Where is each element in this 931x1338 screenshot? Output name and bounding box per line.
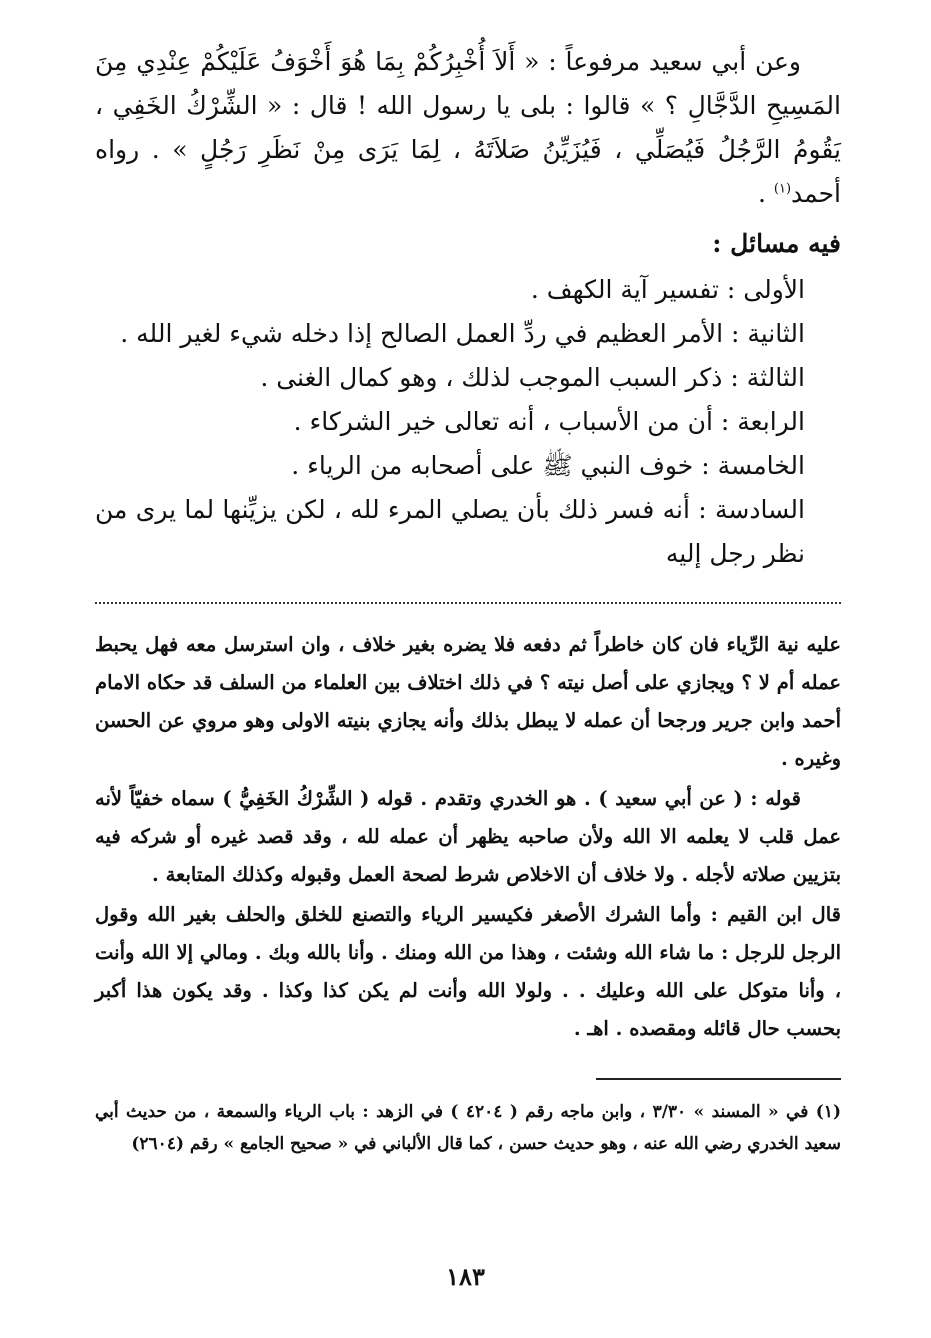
issue-label: الأولى: [743, 275, 805, 304]
footnote-rule: [596, 1078, 841, 1080]
issue-label: الثالثة: [746, 363, 805, 392]
commentary-section: [95, 626, 841, 1048]
issue-separator: :: [689, 495, 716, 524]
issue-item: [95, 268, 841, 312]
issue-text: أن من الأسباب ، أنه تعالى خير الشركاء .: [293, 407, 713, 436]
footnote-marker: (١): [773, 181, 792, 197]
commentary-paragraph: قوله : ( عن أبي سعيد ) . هو الخدري وتقدم . قوله ( الشِّرْكُ الخَفِيُّ ) سماه خفيّاً لأنه عمل قلب لا يعلمه الا الله ولأن صاحبه يظهر أن عمله لله ، وقد قصد غيره أو شركه فيه بتزيين صلاته لأجله . ولا خلاف أن الاخلاص شرط لصحة العمل وقبوله وكذلك المتابعة .: [95, 787, 841, 886]
issue-text: تفسير آية الكهف .: [530, 275, 719, 304]
dotted-separator: [95, 602, 841, 604]
issue-item: [95, 312, 841, 356]
hadith-paragraph: [95, 40, 841, 216]
issues-title: فيه مسائل :: [712, 229, 841, 258]
issue-label: الخامسة: [717, 451, 805, 480]
issue-text: الأمر العظيم في ردِّ العمل الصالح إذا دخله شيء لغير الله .: [120, 319, 724, 348]
issue-text: خوف النبي ﷺ على أصحابه من الرياء .: [291, 451, 694, 480]
issue-label: الثانية: [747, 319, 805, 348]
commentary-paragraph: قال ابن القيم : وأما الشرك الأصغر فكيسير الرياء والتصنع للخلق والحلف بغير الله وقول الرجل للرجل : ما شاء الله وشئت ، وهذا من الله ومنك . وأنا بالله وبك . ومالي إلا الله وأنت ، وأنا متوكل على الله وعليك . . ولولا الله وأنت لم يكن كذا وكذا . وقد يكون هذا أكبر بحسب حال قائله ومقصده . اهـ .: [95, 903, 841, 1040]
issue-separator: :: [712, 407, 738, 436]
footnote-rule-wrap: [95, 1078, 841, 1080]
hadith-end: .: [757, 179, 774, 208]
issue-item: [95, 356, 841, 400]
footnote-text: (١) في « المسند » ٣/٣٠ ، وابن ماجه رقم ( ٤٢٠٤ ) في الزهد : باب الرياء والسمعة ، من حديث أبي سعيد الخدري رضي الله عنه ، وهو حديث حسن ، كما قال الألباني في « صحيح الجامع » رقم (٢٦٠٤): [95, 1102, 841, 1154]
issue-text: ذكر السبب الموجب لذلك ، وهو كمال الغنى .: [260, 363, 723, 392]
issue-separator: :: [723, 319, 748, 348]
issue-text: أنه فسر ذلك بأن يصلي المرء لله ، لكن يزيِّنها لما يرى من نظر رجل إليه: [95, 495, 805, 568]
commentary-paragraph: عليه نية الرِّياء فان كان خاطراً ثم دفعه فلا يضره بغير خلاف ، وان استرسل معه فهل يحبط عمله أم لا ؟ ويجازي على أصل نيته ؟ في ذلك اختلاف بين العلماء من السلف قد حكاه الامام أحمد وابن جرير ورجحا أن عمله لا يبطل بذلك وأنه يجازي بنيته الاولى وهو مروي عن الحسن وغيره .: [95, 633, 841, 770]
issue-item: [95, 400, 841, 444]
main-text: [95, 40, 841, 576]
issue-label: السادسة: [715, 495, 805, 524]
issue-separator: :: [718, 275, 744, 304]
issues-list: [95, 268, 841, 576]
hadith-text: وعن أبي سعيد مرفوعاً : « أَلاَ أُخْبِرُكُمْ بِمَا هُوَ أَخْوَفُ عَلَيْكُمْ عِنْدِي مِنَ المَسِيحِ الدَّجَّالِ ؟ » قالوا : بلى يا رسول الله ! قال : « الشِّرْكُ الخَفِي ، يَقُومُ الرَّجُلُ فَيُصَلِّي ، فَيُزَيِّنُ صَلاَتَهُ ، لِمَا يَرَى مِنْ نَظَرِ رَجُلٍ » . رواه أحمد: [95, 47, 841, 208]
issue-item: [95, 444, 841, 488]
issue-label: الرابعة: [737, 407, 805, 436]
footnote: [95, 1096, 841, 1160]
page-number: ١٨٣: [446, 1262, 485, 1291]
issue-item: [95, 488, 841, 576]
issue-separator: :: [722, 363, 747, 392]
issue-separator: :: [693, 451, 718, 480]
